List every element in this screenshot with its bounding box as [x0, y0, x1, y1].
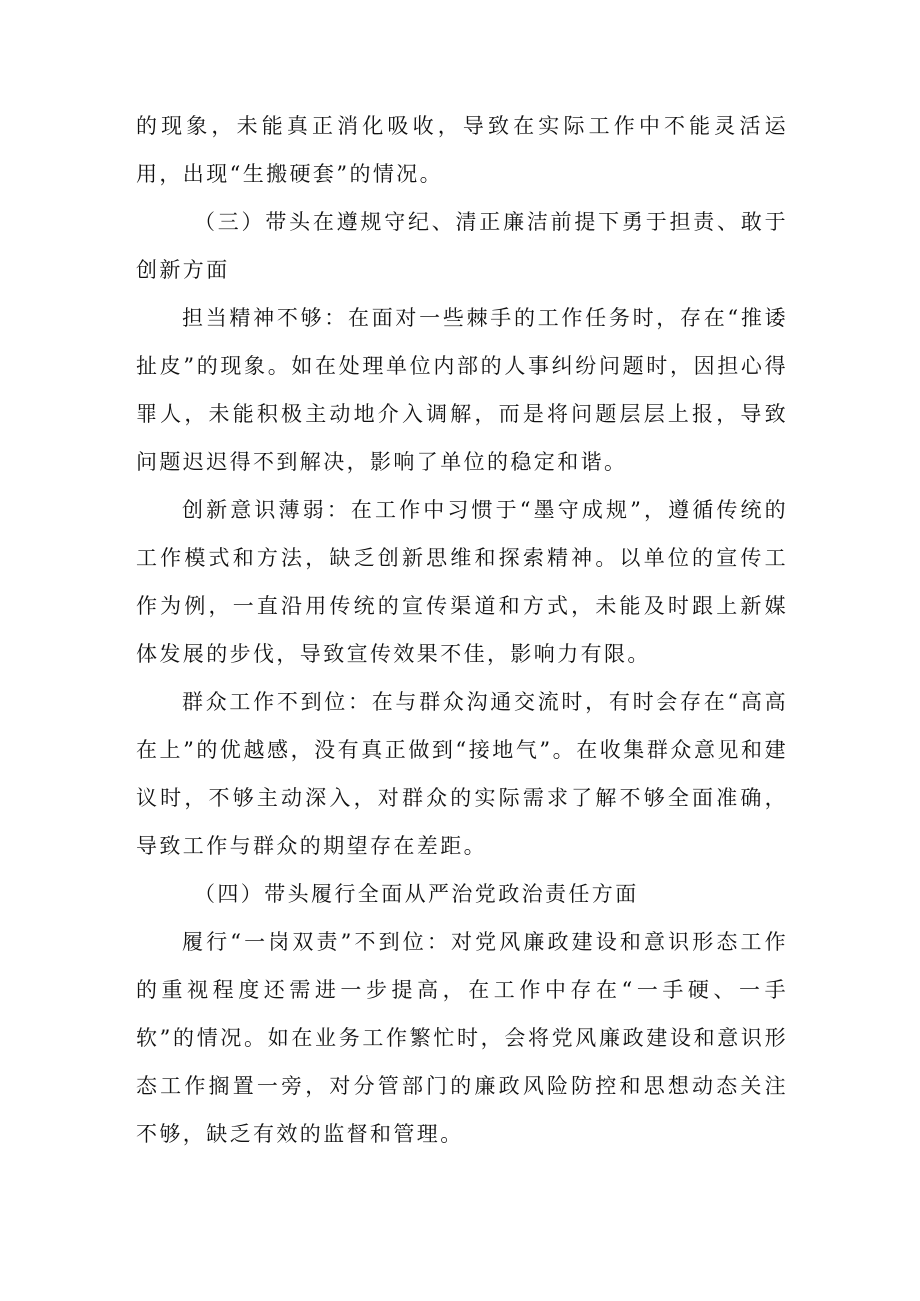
paragraph-mass-work: 群众工作不到位：在与群众沟通交流时，有时会存在“高高在上”的优越感，没有真正做到“接地气”。在收集群众意见和建议时，不够主动深入，对群众的实际需求了解不够全面准确，导致工作与群众的期望存在差距。 — [136, 690, 788, 858]
section-heading-three: （三）带头在遵规守纪、清正廉洁前提下勇于担责、敢于创新方面 — [136, 210, 788, 282]
paragraph-continuation: 的现象，未能真正消化吸收，导致在实际工作中不能灵活运用，出现“生搬硬套”的情况。 — [136, 114, 788, 186]
paragraph-dual-duty: 履行“一岗双责”不到位：对党风廉政建设和意识形态工作的重视程度还需进一步提高，在工作中存在“一手硬、一手软”的情况。如在业务工作繁忙时，会将党风廉政建设和意识形态工作搁置一旁，对分管部门的廉政风险防控和思想动态关注不够，缺乏有效的监督和管理。 — [136, 930, 788, 1146]
section-heading-four: （四）带头履行全面从严治党政治责任方面 — [194, 882, 639, 906]
document-body — [136, 102, 788, 1158]
paragraph-responsibility: 担当精神不够：在面对一些棘手的工作任务时，存在“推诿扯皮”的现象。如在处理单位内部的人事纠纷问题时，因担心得罪人，未能积极主动地介入调解，而是将问题层层上报，导致问题迟迟得不到解决，影响了单位的稳定和谐。 — [136, 306, 788, 474]
paragraph-innovation: 创新意识薄弱：在工作中习惯于“墨守成规”，遵循传统的工作模式和方法，缺乏创新思维和探索精神。以单位的宣传工作为例，一直沿用传统的宣传渠道和方式，未能及时跟上新媒体发展的步伐，导致宣传效果不佳，影响力有限。 — [136, 498, 788, 666]
